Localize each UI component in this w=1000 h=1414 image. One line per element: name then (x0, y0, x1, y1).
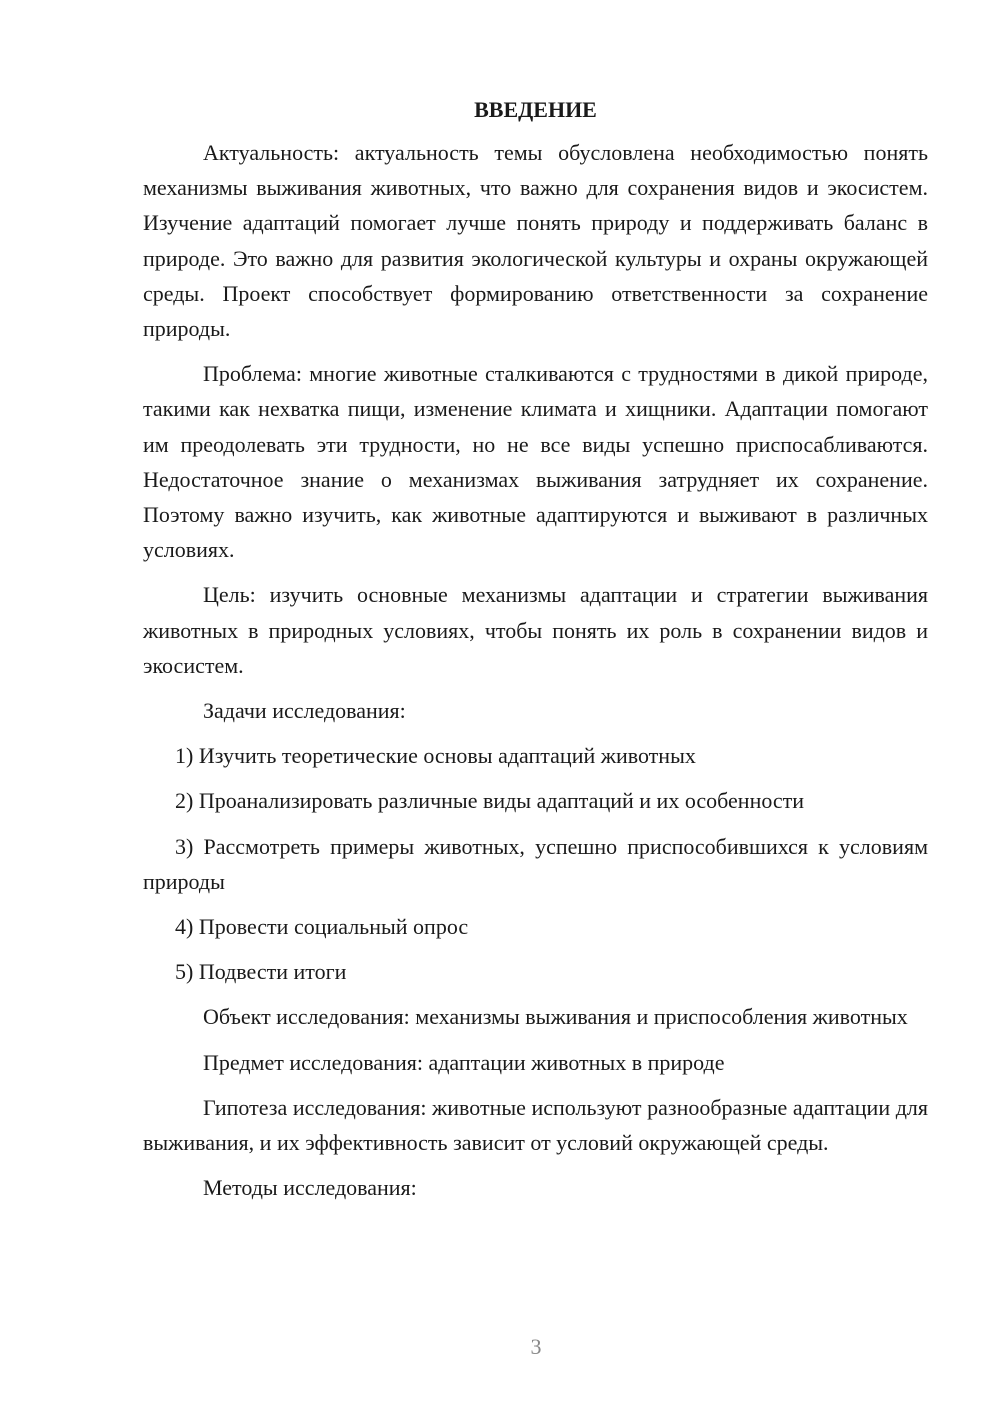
task-item-1: 1) Изучить теоретические основы адаптаций животных (175, 743, 696, 769)
paragraph-goal: Цель: изучить основные механизмы адаптации и стратегии выживания животных в природных условиях, чтобы понять их роль в сохранении видов и экосистем. (143, 582, 928, 678)
task-item-2: 2) Проанализировать различные виды адаптаций и их особенности (175, 788, 805, 814)
paragraph-problem: Проблема: многие животные сталкиваются с трудностями в дикой природе, такими как нехватка пищи, изменение климата и хищники. Адаптации помогают им преодолевать эти трудности, но не все виды успешно приспосабливаются. Недостаточное знание о механизмах выживания затрудняет их сохранение. Поэтому важно изучить, как животные адаптируются и выживают в различных условиях. (143, 361, 928, 563)
tasks-heading: Задачи исследования: (203, 698, 406, 724)
page-title: ВВЕДЕНИЕ (474, 97, 597, 122)
task-item-4: 4) Провести социальный опрос (175, 914, 469, 940)
paragraph-subject: Предмет исследования: адаптации животных в природе (203, 1049, 725, 1075)
task-item-5: 5) Подвести итоги (175, 959, 347, 985)
paragraph-relevance: Актуальность: актуальность темы обусловлена необходимостью понять механизмы выживания животных, что важно для сохранения видов и экосистем. Изучение адаптаций помогает лучше понять природу и поддерживать баланс в природе. Это важно для развития экологической культуры и охраны окружающей среды. Проект способствует формированию ответственности за сохранение природы. (143, 140, 928, 342)
document-page (143, 92, 928, 1215)
task-item-3: 3) Рассмотреть примеры животных, успешно приспособившихся к условиям природы (143, 833, 928, 894)
page-number: 3 (530, 1334, 542, 1359)
paragraph-object: Объект исследования: механизмы выживания и приспособления животных (203, 1004, 908, 1030)
paragraph-hypothesis: Гипотеза исследования: животные используют разнообразные адаптации для выживания, и их эффективность зависит от условий окружающей среды. (143, 1094, 928, 1156)
methods-heading: Методы исследования: (203, 1175, 417, 1201)
